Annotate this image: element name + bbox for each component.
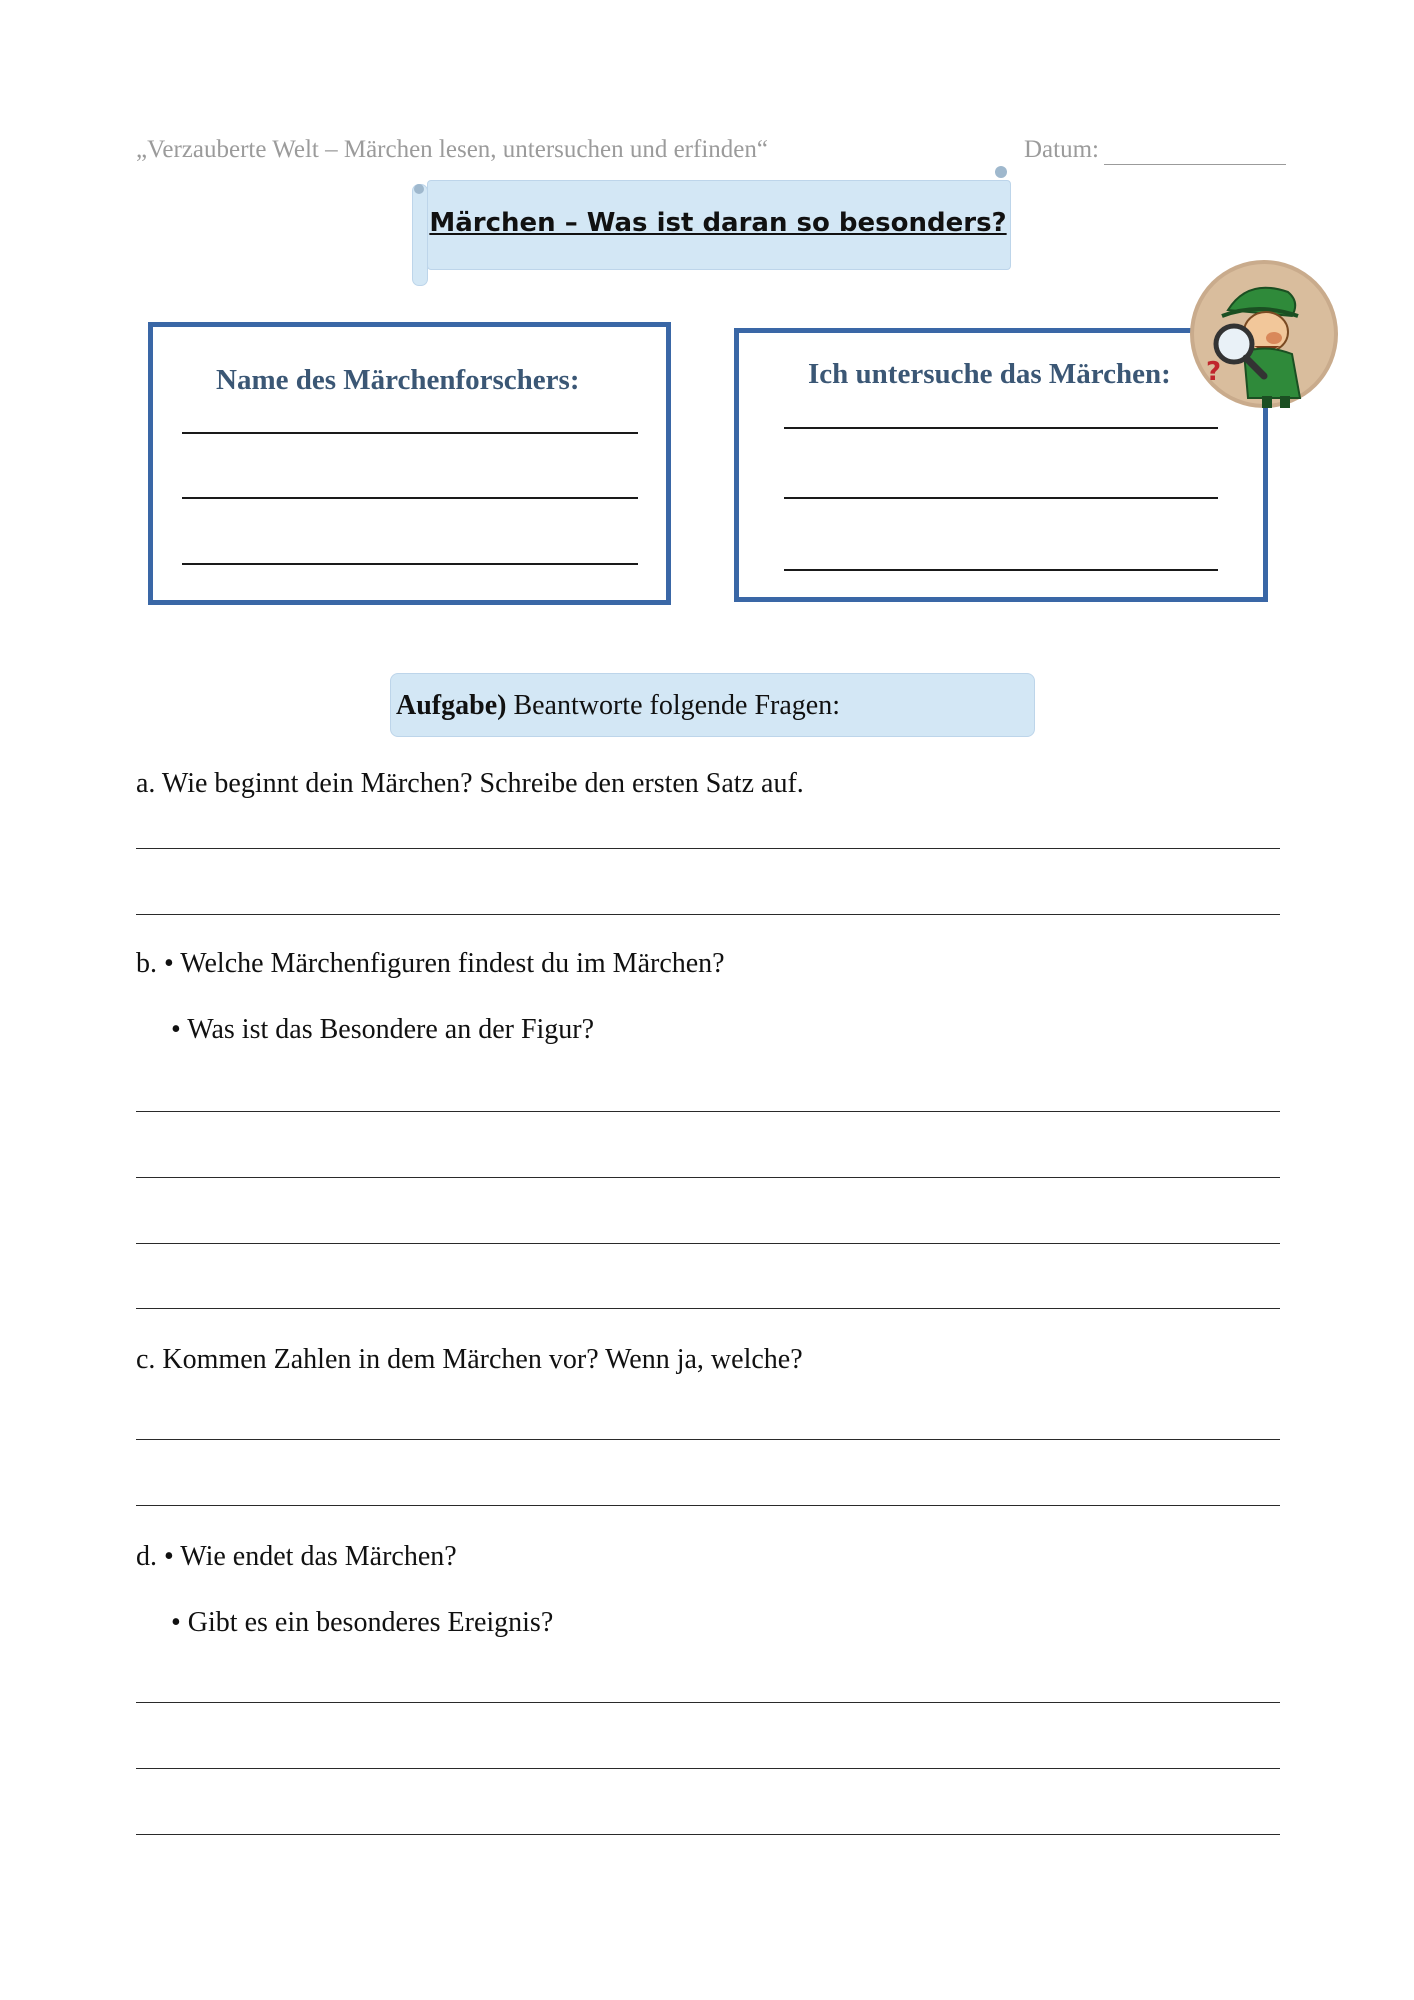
answer-line-b-2[interactable] [136, 1177, 1280, 1178]
date-input-line[interactable] [1104, 164, 1286, 165]
answer-line-d-2[interactable] [136, 1768, 1280, 1769]
researcher-name-line-1[interactable] [182, 432, 638, 434]
task-instruction [396, 690, 840, 722]
question-b-1: b. • Welche Märchenfiguren findest du im Märchen? [136, 948, 725, 979]
fairy-tale-line-2[interactable] [784, 497, 1218, 499]
task-text: Beantworte folgende Fragen: [506, 690, 841, 721]
question-d-2: • Gibt es ein besonderes Ereignis? [171, 1607, 554, 1638]
answer-line-b-1[interactable] [136, 1111, 1280, 1112]
fairy-tale-line-3[interactable] [784, 569, 1218, 571]
fairy-tale-line-1[interactable] [784, 427, 1218, 429]
date-label: Datum: [1024, 136, 1099, 163]
answer-line-d-3[interactable] [136, 1834, 1280, 1835]
researcher-name-line-2[interactable] [182, 497, 638, 499]
question-b-2: • Was ist das Besondere an der Figur? [171, 1014, 595, 1045]
question-d-1: d. • Wie endet das Märchen? [136, 1541, 457, 1572]
scroll-curl-dot-left [414, 184, 424, 194]
unit-title: „Verzauberte Welt – Märchen lesen, untersuchen und erfinden“ [136, 136, 768, 163]
question-a: a. Wie beginnt dein Märchen? Schreibe den ersten Satz auf. [136, 768, 804, 799]
answer-line-c-1[interactable] [136, 1439, 1280, 1440]
answer-line-a-1[interactable] [136, 848, 1280, 849]
answer-line-b-4[interactable] [136, 1308, 1280, 1309]
answer-line-d-1[interactable] [136, 1702, 1280, 1703]
detective-icon [1188, 258, 1340, 414]
task-prefix: Aufgabe) [396, 690, 507, 721]
scroll-curl-dot-right [995, 166, 1007, 178]
question-c: c. Kommen Zahlen in dem Märchen vor? Wenn ja, welche? [136, 1344, 803, 1375]
researcher-name-line-3[interactable] [182, 563, 638, 565]
scroll-curl-left [412, 184, 428, 286]
researcher-name-label: Name des Märchenforschers: [216, 364, 580, 396]
fairy-tale-label: Ich untersuche das Märchen: [808, 358, 1171, 390]
answer-line-c-2[interactable] [136, 1505, 1280, 1506]
answer-line-a-2[interactable] [136, 914, 1280, 915]
worksheet-title: Märchen – Was ist daran so besonders? [429, 208, 1007, 238]
svg-text:?: ? [1206, 357, 1222, 387]
answer-line-b-3[interactable] [136, 1243, 1280, 1244]
